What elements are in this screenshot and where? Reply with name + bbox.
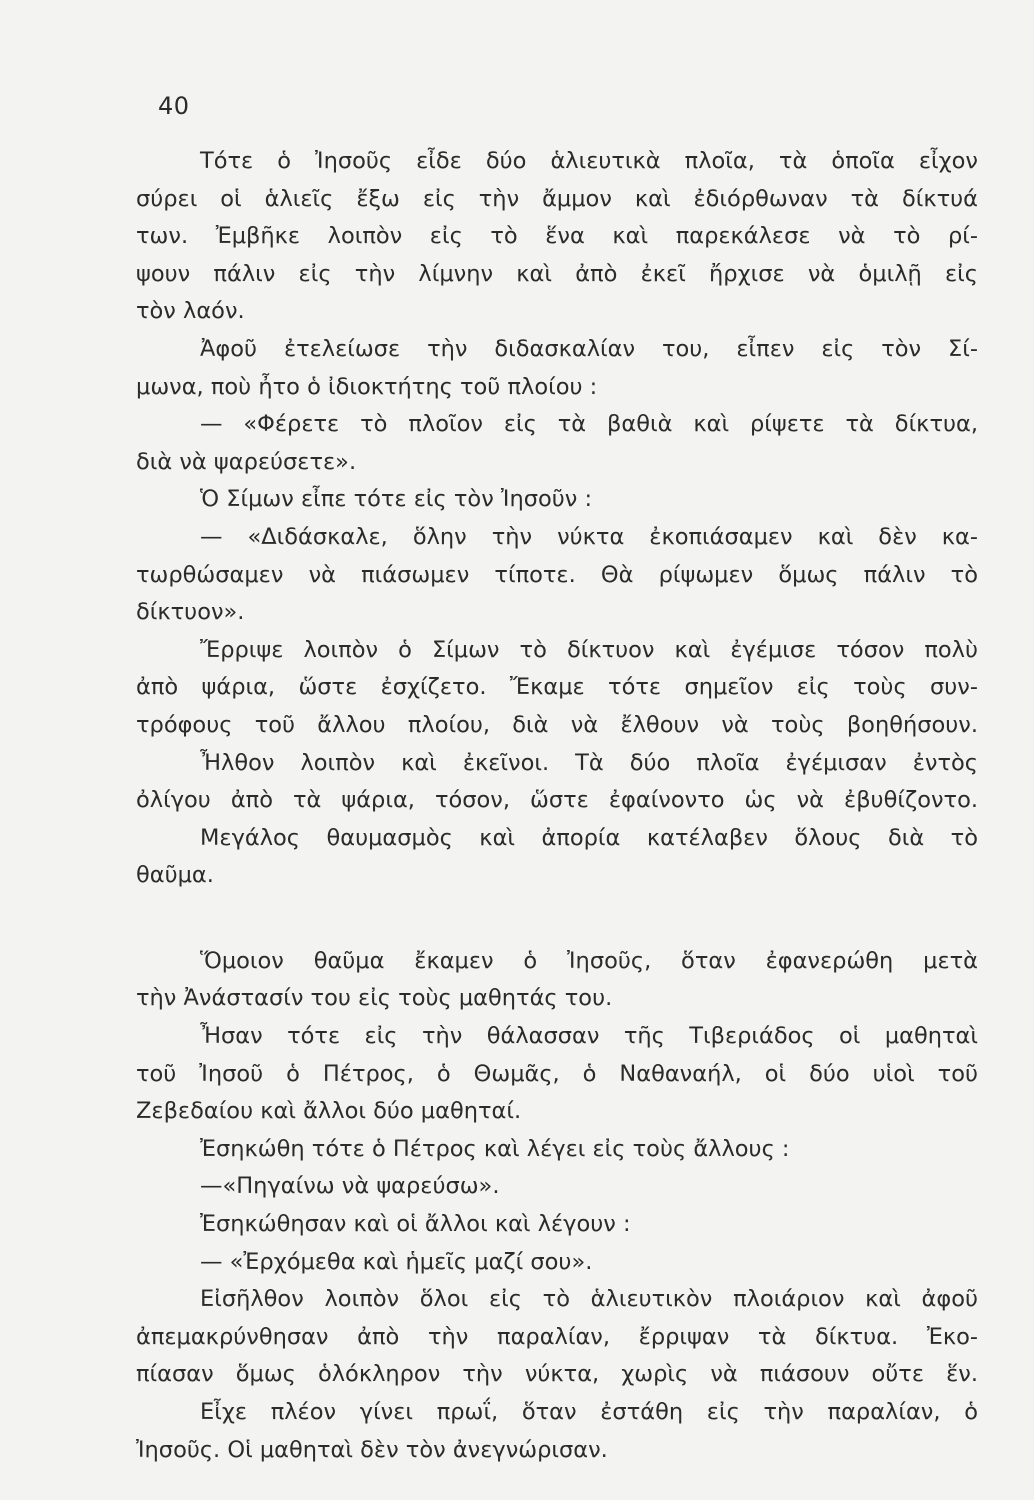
text-line: πίασαν ὅμως ὁλόκληρον τὴν νύκτα, χωρὶς νὰ πιάσουν οὔτε ἕν. — [136, 1361, 978, 1388]
text-line: ἀπεμακρύνθησαν ἀπὸ τὴν παραλίαν, ἔρριψαν τὰ δίκτυα. Ἐκο- — [136, 1323, 978, 1350]
text-line: — «Ἐρχόμεθα καὶ ἡμεῖς μαζί σου». — [200, 1248, 593, 1275]
text-line: τωρθώσαμεν νὰ πιάσωμεν τίποτε. Θὰ ρίψωμεν ὅμως πάλιν τὸ — [136, 561, 978, 588]
text-line: Ἰησοῦς. Οἱ μαθηταὶ δὲν τὸν ἀνεγνώρισαν. — [136, 1436, 608, 1463]
text-line: Ζεβεδαίου καὶ ἄλλοι δύο μαθηταί. — [136, 1098, 522, 1125]
text-line: ψουν πάλιν εἰς τὴν λίμνην καὶ ἀπὸ ἐκεῖ ἤρχισε νὰ ὁμιλῇ εἰς — [136, 260, 978, 287]
text-line: ἀπὸ ψάρια, ὥστε ἐσχίζετο. Ἔκαμε τότε σημεῖον εἰς τοὺς συν- — [136, 674, 978, 701]
text-line: σύρει οἱ ἁλιεῖς ἔξω εἰς τὴν ἄμμον καὶ ἐδιόρθωναν τὰ δίκτυά — [136, 185, 978, 212]
text-line: των. Ἐμβῆκε λοιπὸν εἰς τὸ ἕνα καὶ παρεκάλεσε νὰ τὸ ρί- — [136, 223, 978, 250]
text-line: τρόφους τοῦ ἄλλου πλοίου, διὰ νὰ ἔλθουν νὰ τοὺς βοηθήσουν. — [136, 711, 978, 738]
text-line: Ἐσηκώθησαν καὶ οἱ ἄλλοι καὶ λέγουν : — [200, 1211, 631, 1238]
text-line: Εἰσῆλθον λοιπὸν ὅλοι εἰς τὸ ἁλιευτικὸν πλοιάριον καὶ ἀφοῦ — [200, 1286, 978, 1313]
text-section-2 — [136, 943, 978, 1469]
text-line: Ἔρριψε λοιπὸν ὁ Σίμων τὸ δίκτυον καὶ ἐγέμισε τόσον πολὺ — [200, 636, 978, 663]
text-line: Ὁ Σίμων εἶπε τότε εἰς τὸν Ἰησοῦν : — [200, 486, 593, 513]
text-line: Εἶχε πλέον γίνει πρωΐ, ὅταν ἐστάθη εἰς τὴν παραλίαν, ὁ — [200, 1399, 978, 1425]
text-line: θαῦμα. — [136, 862, 214, 889]
text-line: τοῦ Ἰησοῦ ὁ Πέτρος, ὁ Θωμᾶς, ὁ Ναθαναήλ, οἱ δύο υἱοὶ τοῦ — [136, 1060, 978, 1087]
text-line: διὰ νὰ ψαρεύσετε». — [136, 448, 357, 475]
text-line: — «Διδάσκαλε, ὅλην τὴν νύκτα ἐκοπιάσαμεν καὶ δὲν κα- — [200, 523, 978, 550]
text-line: τὴν Ἀνάστασίν του εἰς τοὺς μαθητάς του. — [136, 985, 613, 1012]
text-line: Ἦσαν τότε εἰς τὴν θάλασσαν τῆς Τιβεριάδος οἱ μαθηταὶ — [200, 1023, 978, 1050]
text-line: Ἀφοῦ ἐτελείωσε τὴν διδασκαλίαν του, εἶπεν εἰς τὸν Σί- — [200, 335, 978, 362]
section-gap — [136, 895, 978, 943]
text-line: ὀλίγου ἀπὸ τὰ ψάρια, τόσον, ὥστε ἐφαίνοντο ὡς νὰ ἐβυθίζοντο. — [136, 787, 978, 814]
text-line: — «Φέρετε τὸ πλοῖον εἰς τὰ βαθιὰ καὶ ρίψετε τὰ δίκτυα, — [200, 411, 978, 438]
text-line: Ὅμοιον θαῦμα ἔκαμεν ὁ Ἰησοῦς, ὅταν ἐφανερώθη μετὰ — [200, 947, 978, 974]
text-line: Τότε ὁ Ἰησοῦς εἶδε δύο ἁλιευτικὰ πλοῖα, τὰ ὁποῖα εἶχον — [200, 148, 978, 174]
text-section-1 — [136, 143, 978, 895]
body-text — [136, 143, 978, 1469]
text-line: μωνα, ποὺ ἦτο ὁ ἰδιοκτήτης τοῦ πλοίου : — [136, 373, 598, 400]
text-line: Ἐσηκώθη τότε ὁ Πέτρος καὶ λέγει εἰς τοὺς ἄλλους : — [200, 1135, 790, 1162]
text-line: τὸν λαόν. — [136, 298, 245, 325]
text-line: δίκτυον». — [136, 599, 245, 626]
text-line: —«Πηγαίνω νὰ ψαρεύσω». — [200, 1173, 500, 1200]
page-number: 40 — [158, 92, 190, 120]
text-line: Μεγάλος θαυμασμὸς καὶ ἀπορία κατέλαβεν ὅλους διὰ τὸ — [200, 824, 978, 851]
text-line: Ἦλθον λοιπὸν καὶ ἐκεῖνοι. Τὰ δύο πλοῖα ἐγέμισαν ἐντὸς — [200, 749, 978, 776]
